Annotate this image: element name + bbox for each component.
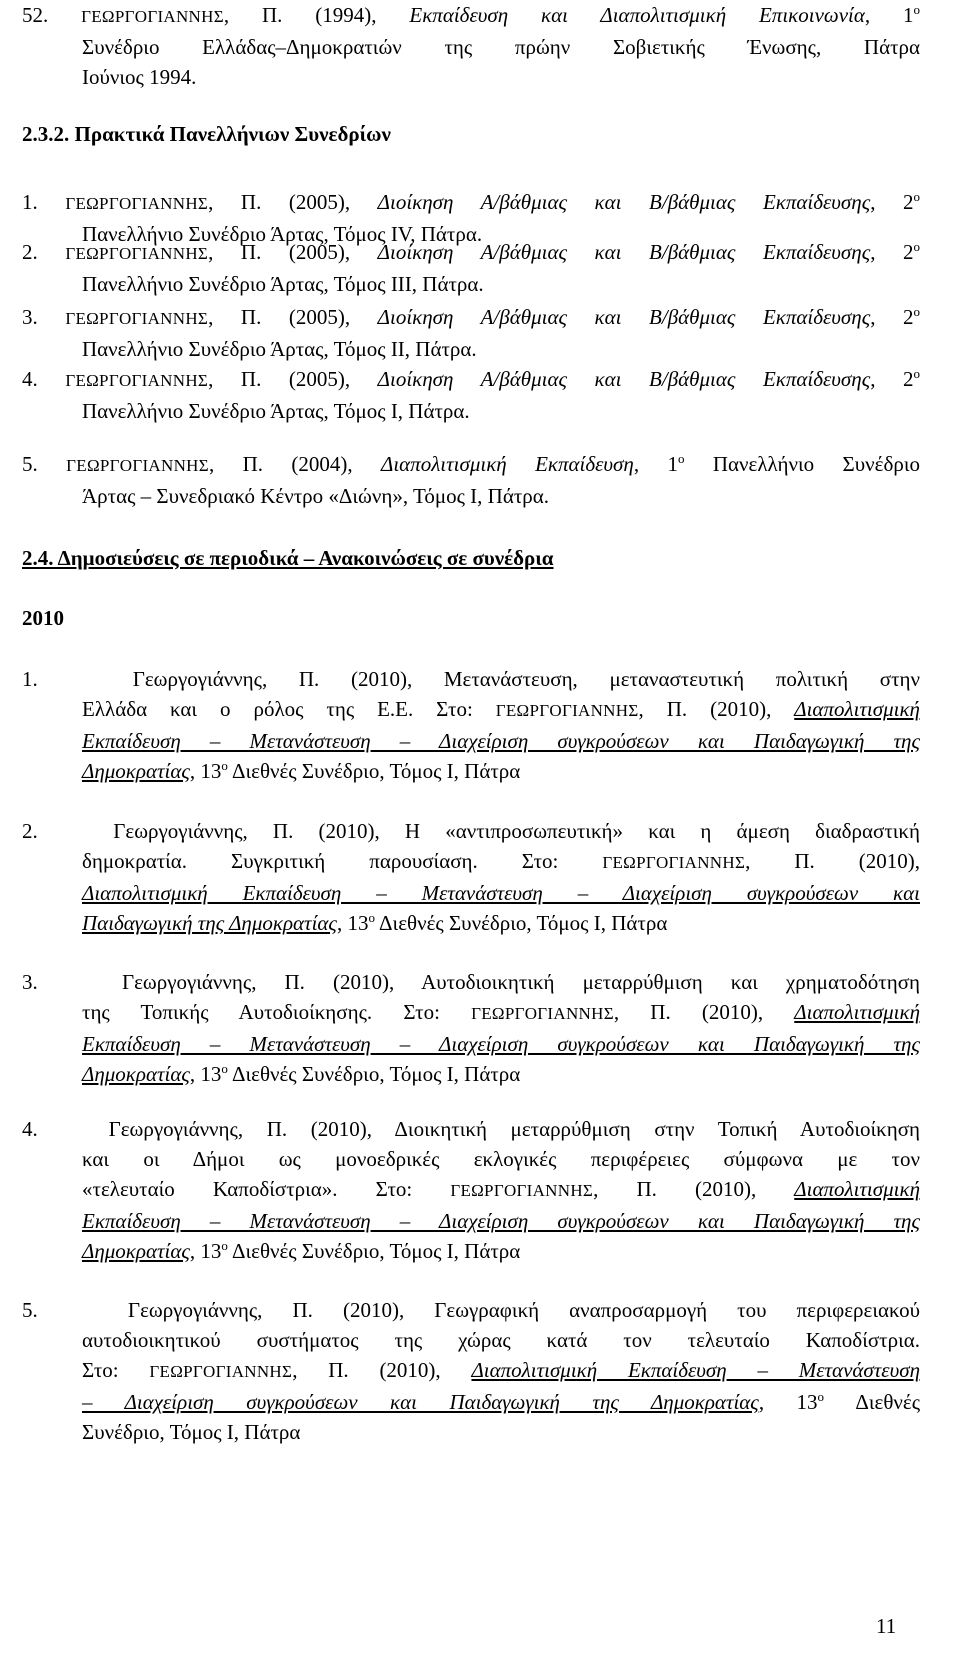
entry-line: Στο: ΓΕΩΡΓΟΓΙΑΝΝΗΣ, Π. (2010), Διαπολιτισμική Εκπαίδευση – Μετανάστευση xyxy=(82,1358,920,1382)
publication-entry xyxy=(22,664,920,786)
entry-line: Διαπολιτισμική Εκπαίδευση – Μετανάστευση – Διαχείριση συγκρούσεων και xyxy=(82,881,920,905)
entry-line: 1. ΓΕΩΡΓΟΓΙΑΝΝΗΣ, Π. (2005), Διοίκηση Α/βάθμιας και Β/βάθμιας Εκπαίδευσης, $2^o$ xyxy=(22,189,921,214)
entry-line: και οι Δήμοι ως μονοεδρικές εκλογικές περιφέρειες σύμφωνα με τον xyxy=(82,1147,920,1171)
entry-line: 3. Γεωργογιάννης, Π. (2010), Αυτοδιοικητική μεταρρύθμιση και χρηματοδότηση xyxy=(22,970,921,994)
entry-line: αυτοδιοικητικού συστήματος της χώρας κατά τον τελευταίο Καποδίστρια. xyxy=(82,1328,920,1352)
proceedings-entry xyxy=(22,237,920,299)
entry-line: Ελλάδα και ο ρόλος της Ε.Ε. Στο: ΓΕΩΡΓΟΓΙΑΝΝΗΣ, Π. (2010), Διαπολιτισμική xyxy=(82,697,920,721)
section-heading-2-3-2: 2.3.2. Πρακτικά Πανελλήνιων Συνεδρίων xyxy=(22,122,391,146)
entry-line: δημοκρατία. Συγκριτική παρουσίαση. Στο: ΓΕΩΡΓΟΓΙΑΝΝΗΣ, Π. (2010), xyxy=(82,849,920,873)
entry-line: Δημοκρατίας, $13^o$ Διεθνές Συνέδριο, Τόμος I, Πάτρα xyxy=(82,758,521,783)
year-heading: 2010 xyxy=(22,606,64,630)
entry-line: 1. Γεωργογιάννης, Π. (2010), Μετανάστευση, μεταναστευτική πολιτική στην xyxy=(22,667,920,691)
entry-line: της Τοπικής Αυτοδιοίκησης. Στο: ΓΕΩΡΓΟΓΙΑΝΝΗΣ, Π. (2010), Διαπολιτισμική xyxy=(82,1000,920,1024)
entry-line: Παιδαγωγική της Δημοκρατίας, $13^o$ Διεθνές Συνέδριο, Τόμος I, Πάτρα xyxy=(82,910,668,935)
entry-line: «τελευταίο Καποδίστρια». Στο: ΓΕΩΡΓΟΓΙΑΝΝΗΣ, Π. (2010), Διαπολιτισμική xyxy=(82,1177,920,1201)
entry-line: Εκπαίδευση – Μετανάστευση – Διαχείριση συγκρούσεων και Παιδαγωγική της xyxy=(82,1032,920,1056)
entry-line: Πανελλήνιο Συνέδριο Άρτας, Τόμος I, Πάτρα. xyxy=(82,399,470,423)
entry-line: Δημοκρατίας, $13^o$ Διεθνές Συνέδριο, Τόμος I, Πάτρα xyxy=(82,1061,521,1086)
publication-entry xyxy=(22,967,920,1089)
proceedings-entry xyxy=(22,364,920,426)
entry-line: Εκπαίδευση – Μετανάστευση – Διαχείριση συγκρούσεων και Παιδαγωγική της xyxy=(82,1209,920,1233)
bibliography-entry-52 xyxy=(22,0,920,92)
entry-line: 3. ΓΕΩΡΓΟΓΙΑΝΝΗΣ, Π. (2005), Διοίκηση Α/βάθμιας και Β/βάθμιας Εκπαίδευσης, $2^o$ xyxy=(22,304,921,329)
publication-entry xyxy=(22,1114,920,1266)
proceedings-entry xyxy=(22,449,920,511)
entry-line: Δημοκρατίας, $13^o$ Διεθνές Συνέδριο, Τόμος I, Πάτρα xyxy=(82,1238,521,1263)
entry-line: Συνέδριο, Τόμος I, Πάτρα xyxy=(82,1420,301,1444)
entry-line: Πανελλήνιο Συνέδριο Άρτας, Τόμος III, Πάτρα. xyxy=(82,272,484,296)
entry-line: Εκπαίδευση – Μετανάστευση – Διαχείριση συγκρούσεων και Παιδαγωγική της xyxy=(82,729,920,753)
entry-line: Ιούνιος 1994. xyxy=(82,65,197,89)
entry-line: Άρτας – Συνεδριακό Κέντρο «Διώνη», Τόμος I, Πάτρα. xyxy=(82,484,549,508)
entry-line: 2. ΓΕΩΡΓΟΓΙΑΝΝΗΣ, Π. (2005), Διοίκηση Α/βάθμιας και Β/βάθμιας Εκπαίδευσης, $2^o$ xyxy=(22,239,921,264)
entry-line: 5. Γεωργογιάννης, Π. (2010), Γεωγραφική αναπροσαρμογή του περιφερειακού xyxy=(22,1298,920,1322)
entry-line: Πανελλήνιο Συνέδριο Άρτας, Τόμος IV, Πάτρα. xyxy=(82,222,483,246)
entry-line: 5. ΓΕΩΡΓΟΓΙΑΝΝΗΣ, Π. (2004), Διαπολιτισμική Εκπαίδευση, $1^o$ Πανελλήνιο Συνέδριο xyxy=(22,451,921,476)
publication-entry xyxy=(22,816,920,938)
entry-line: 4. Γεωργογιάννης, Π. (2010), Διοικητική μεταρρύθμιση στην Τοπική Αυτοδιοίκηση xyxy=(22,1117,920,1141)
entry-line: 2. Γεωργογιάννης, Π. (2010), Η «αντιπροσωπευτική» και η άμεση διαδραστική xyxy=(22,819,921,843)
entry-line: Συνέδριο Ελλάδας–Δημοκρατιών της πρώην Σοβιετικής Ένωσης, Πάτρα xyxy=(82,35,920,59)
page-number: 11 xyxy=(876,1614,897,1638)
publication-entry xyxy=(22,1295,920,1447)
proceedings-entry xyxy=(22,302,920,364)
entry-line: 52. ΓΕΩΡΓΟΓΙΑΝΝΗΣ, Π. (1994), Εκπαίδευση και Διαπολιτισμική Επικοινωνία, $1^o$ xyxy=(22,2,921,27)
entry-line: – Διαχείριση συγκρούσεων και Παιδαγωγική της Δημοκρατίας, $13^o$ Διεθνές xyxy=(82,1389,921,1414)
entry-line: 4. ΓΕΩΡΓΟΓΙΑΝΝΗΣ, Π. (2005), Διοίκηση Α/βάθμιας και Β/βάθμιας Εκπαίδευσης, $2^o$ xyxy=(22,366,921,391)
section-heading-2-4: 2.4. Δημοσιεύσεις σε περιοδικά – Ανακοινώσεις σε συνέδρια xyxy=(22,546,554,570)
entry-line: Πανελλήνιο Συνέδριο Άρτας, Τόμος II, Πάτρα. xyxy=(82,337,477,361)
